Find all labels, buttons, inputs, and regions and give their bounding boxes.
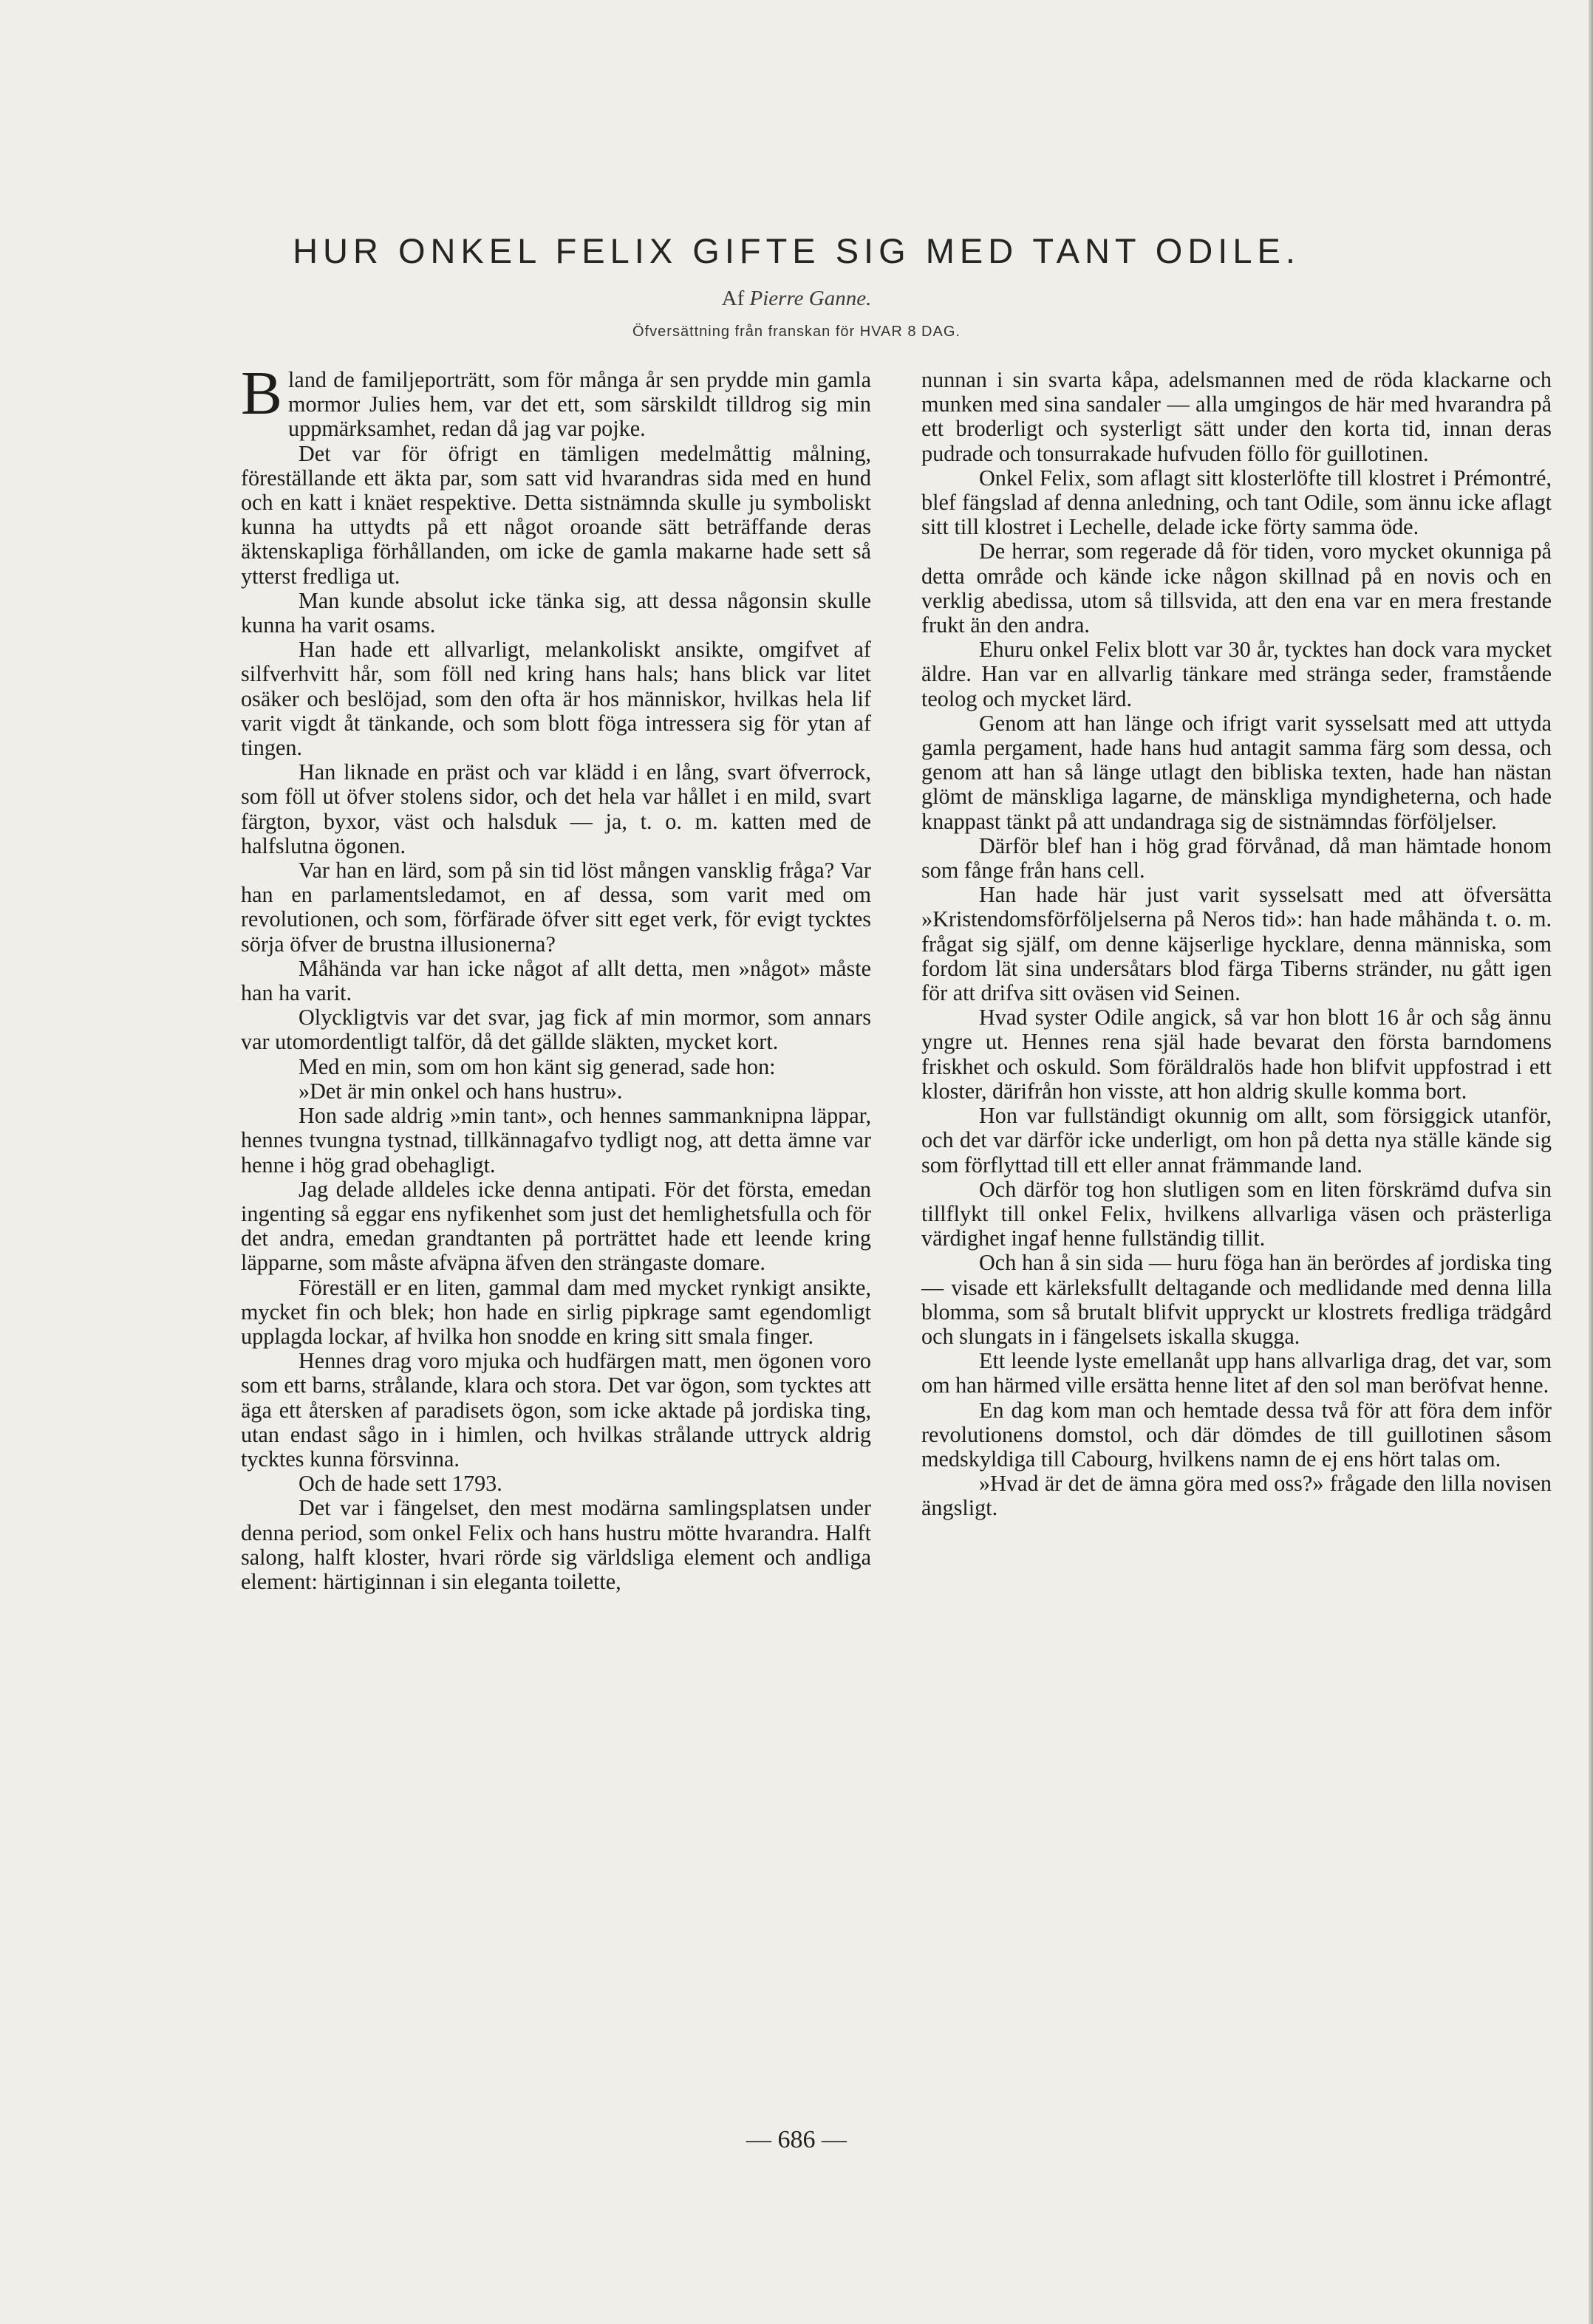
- author-name: Pierre Ganne.: [749, 287, 872, 310]
- paragraph: Jag delade alldeles icke denna antipati. För det första, emedan ingenting så eggar ens nyfikenhet som just det hemlighetsfulla och för det andra, emedan grandtanten på porträttet hade ett leende kring läpparne, som måste afväpna äfven den strängaste domare.: [241, 1176, 871, 1276]
- page-number: — 686 —: [746, 2126, 847, 2153]
- paragraph: Hennes drag voro mjuka och hudfärgen matt, men ögonen voro som ett barns, strålande, klara och stora. Det var ögon, som tycktes att äga ett återsken af paradisets ögon, som icke aktade på jordiska ting, utan endast sågo in i himlen, och hvilkas strålande uttryck aldrig tycktes kunna försvinna.: [241, 1348, 871, 1472]
- paragraph: En dag kom man och hemtade dessa två för att föra dem inför revolutionens domstol, och där dömdes de till guillotinen såsom medskyldiga till Cabourg, hvilkens namn de ej ens hört talas om.: [921, 1397, 1552, 1472]
- paragraph: Ehuru onkel Felix blott var 30 år, tycktes han dock vara mycket äldre. Han var en allvarlig tänkare med stränga seder, framstående teolog och mycket lärd.: [921, 637, 1552, 711]
- paragraph: Hon var fullständigt okunnig om allt, som försiggick utanför, och det var därför icke underligt, om hon på detta nya ställe kände sig som förflyttad till ett eller annat främmande land.: [921, 1103, 1552, 1178]
- paragraph: Och de hade sett 1793.: [299, 1471, 502, 1497]
- paragraph: Föreställ er en liten, gammal dam med mycket rynkigt ansikte, mycket fin och blek; hon hade en sirlig pipkrage samt egendomligt upplagda lockar, af hvilka hon snodde en kring sitt smala finger.: [241, 1274, 871, 1349]
- paragraph: Och därför tog hon slutligen som en liten förskrämd dufva sin tillflykt till onkel Felix, hvilkens allvarliga väsen och prästerliga värdighet ingaf henne fullständig tillit.: [921, 1176, 1552, 1251]
- paragraph: Det var i fängelset, den mest modärna samlingsplatsen under denna period, som onkel Felix och hans hustru mötte hvarandra. Halft salong, halft kloster, hvari rörde sig världsliga element och andliga element: härtiginnan i sin eleganta toilette,: [241, 1495, 871, 1594]
- paragraph: »Hvad är det de ämna göra med oss?» frågade den lilla novisen ängsligt.: [921, 1471, 1552, 1521]
- author-prefix: Af: [721, 287, 745, 310]
- paragraph: Onkel Felix, som aflagt sitt klosterlöfte till klostret i Prémontré, blef fängslad af denna anledning, och tant Odile, som ännu icke aflagt sitt till klostret i Lechelle, delade icke förty samma öde.: [921, 465, 1552, 540]
- paragraph: »Det är min onkel och hans hustru».: [299, 1078, 623, 1104]
- paragraph: nunnan i sin svarta kåpa, adelsmannen med de röda klackarne och munken med sina sandaler — alla umgingos de här med hvarandra på ett broderligt och systerligt sätt under den korta tid, innan deras pudrade och tonsurrakade hufvuden föllo för guillotinen.: [921, 367, 1552, 466]
- paragraph: Han hade här just varit sysselsatt med att öfversätta »Kristendomsförföljelserna på Neros tid»: han hade måhända t. o. m. frågat sig själf, om denne käjserlige hycklare, denna människa, som fordom lät sina undersåtars blod färga Tiberns stränder, nu gått igen för att drifva sitt oväsen vid Seinen.: [921, 882, 1552, 1006]
- author-line: [0, 287, 1593, 311]
- paragraph-text: land de familjeporträtt, som för många år sen prydde min gamla mormor Julies hem, var det ett, som särskildt tilldrog sig min uppmärksamhet, redan då jag var pojke.: [288, 367, 871, 442]
- paragraph: Genom att han länge och ifrigt varit sysselsatt med att uttyda gamla pergament, hade hans hud antagit samma färg som dessa, och genom att han så länge utlagt den bibliska texten, hade han nästan glömt de mänskliga lagarne, de mänskliga myndigheterna, och hade knappast tänkt på att undandraga sig de sistnämndas förföljelser.: [921, 710, 1552, 834]
- paragraph: Olyckligtvis var det svar, jag fick af min mormor, som annars var utomordentligt talför, då det gällde släkten, mycket kort.: [241, 1005, 871, 1055]
- paragraph: Hvad syster Odile angick, så var hon blott 16 år och såg ännu yngre ut. Hennes rena själ hade bevarat den första barndomens friskhet och oskuld. Som föräldralös hade hon blifvit uppfostrad i ett kloster, därifrån hon visste, att hon aldrig skulle komma bort.: [921, 1005, 1552, 1104]
- right-column: [921, 368, 1552, 1521]
- paragraph: Var han en lärd, som på sin tid löst mången vansklig fråga? Var han en parlamentsledamot, en af dessa, som varit med om revolutionen, och som, förfärade öfver sitt eget verk, för evigt tycktes sörja öfver de brustna illusionerna?: [241, 858, 871, 957]
- paragraph: Hon sade aldrig »min tant», och hennes sammanknipna läppar, hennes tvungna tystnad, tillkännagafvo tydligt nog, att detta ämne var henne i hög grad obehagligt.: [241, 1103, 871, 1178]
- page-edge-shadow: [1589, 0, 1593, 2324]
- paragraph: Och han å sin sida — huru föga han än berördes af jordiska ting — visade ett kärleksfullt deltagande och medlidande med denna lilla blomma, som så brutalt blifvit uppryckt ur klostrets fredliga trädgård och slungats in i fängelsets iskalla skugga.: [921, 1250, 1552, 1349]
- paragraph: Ett leende lyste emellanåt upp hans allvarliga drag, det var, som om han härmed ville ersätta henne litet af den sol man beröfvat henne.: [921, 1348, 1552, 1398]
- paragraph: Man kunde absolut icke tänka sig, att dessa någonsin skulle kunna ha varit osams.: [241, 587, 871, 638]
- paragraph: Han liknade en präst och var klädd i en lång, svart öfverrock, som föll ut öfver stolens sidor, och det hela var hållet i en mild, svart färgton, byxor, väst och halsduk — ja, t. o. m. katten med de halfslutna ögonen.: [241, 759, 871, 858]
- paragraph: [241, 359, 871, 442]
- paragraph: Därför blef han i hög grad förvånad, då man hämtade honom som fånge från hans cell.: [921, 833, 1552, 884]
- paragraph: Det var för öfrigt en tämligen medelmåttig målning, föreställande ett äkta par, som satt vid hvarandras sida med en hund och en katt i knäet respektive. Detta sistnämnda skulle ju symboliskt kunna ha uttydts på ett något oroande sätt beträffande deras äktenskapliga förhållanden, om icke de gamla makarne hade sett så ytterst fredliga ut.: [241, 440, 871, 589]
- article-title: HUR ONKEL FELIX GIFTE SIG MED TANT ODILE.: [293, 231, 1300, 270]
- paragraph: Måhända var han icke något af allt detta, men »något» måste han ha varit.: [241, 955, 871, 1006]
- drop-cap: B: [241, 359, 283, 428]
- paragraph: Han hade ett allvarligt, melankoliskt ansikte, omgifvet af silfverhvitt hår, som föll ned kring hans hals; hans blick var litet osäker och beslöjad, som den ofta är hos människor, hvilkas hela lif varit vigdt åt tänkande, och som blott föga intressera sig för ytan af tingen.: [241, 637, 871, 761]
- paragraph: Med en min, som om hon känt sig generad, sade hon:: [299, 1053, 776, 1079]
- translation-note: Öfversättning från franskan för HVAR 8 DAG.: [632, 324, 961, 340]
- paragraph: De herrar, som regerade då för tiden, voro mycket okunniga på detta område och kände icke någon skillnad på en novis och en verklig abedissa, utom så tillsvida, att den ena var en mera frestande frukt än den andra.: [921, 539, 1552, 638]
- left-column: [241, 359, 871, 1594]
